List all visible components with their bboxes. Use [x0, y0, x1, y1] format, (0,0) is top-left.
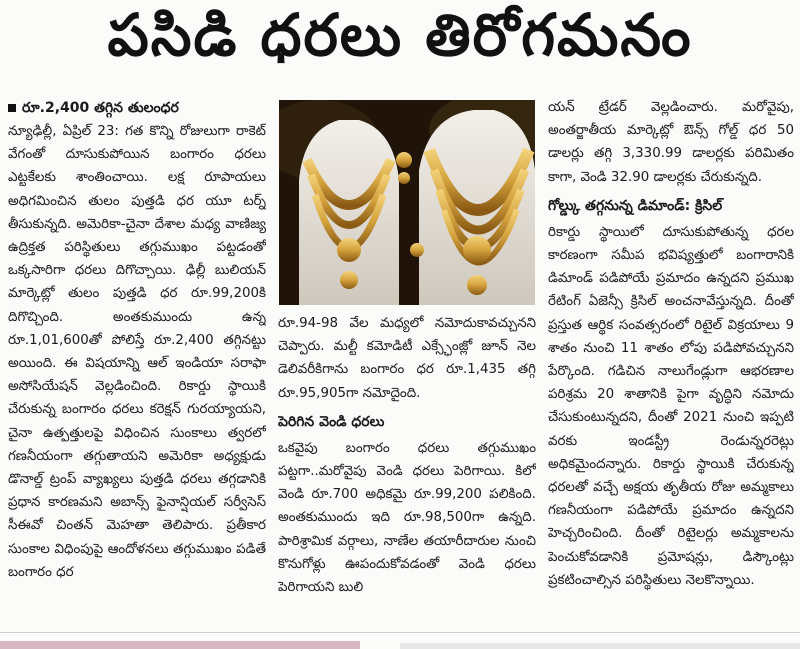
- gold-jewellery-photo: [279, 100, 535, 305]
- article-paragraph: యన్ ట్రేడర్ వెల్లడించారు. మరోవైపు, అంతర్జాతీయ మార్కెట్లో ఔన్స్ గోల్డ్ ధర 50 డాలర్లు తగ్గి 3,330.99 డాలర్లకు పరిమితం కాగా, వెండి 32.90 డాలర్లకు చేరుకున్నది.: [548, 100, 794, 185]
- subhead-text: రూ.2,400 తగ్గిన తులంధర: [22, 100, 179, 116]
- headline: పసిడి ధరలు తిరోగమనం: [107, 0, 693, 69]
- next-article-strip: [400, 643, 800, 649]
- subhead-silver-price: పెరిగిన వెండి ధరలు: [278, 413, 385, 430]
- bullet-icon: [8, 104, 16, 112]
- subhead-gold-demand: గోల్డ్కు తగ్గనున్న డిమాండ్: క్రిసిల్: [548, 197, 723, 214]
- bottom-divider: [0, 632, 800, 633]
- article-paragraph: ఒకవైపు బంగారం ధరలు తగ్గుముఖం పట్టగా..మరోవైపు వెండి ధరలు పెరిగాయి. కిలో వెండి రూ.700 అధికమై రూ.99,200 పలికింది. అంతకుముందు ఇది రూ.98,500గా ఉన్నది. పారిశ్రామిక వర్గాలు, నాణేల తయారీదారుల నుంచి కొనుగోళ్లు ఊపందుకోవడంతో వెండి ధరలు పెరిగాయని బులి: [278, 440, 536, 596]
- article-paragraph: రికార్డు స్థాయిలో దూసుకుపోతున్న ధరల కారణంగా సమీప భవిష్యత్తులో బంగారానికి డిమాండ్ పడిపోయే ప్రమాదం ఉన్నదని ప్రముఖ రేటింగ్ ఏజెన్సీ క్రిసిల్ అంచనావేస్తున్నది. దీంతో ప్రస్తుత ఆర్థిక సంవత్సరంలో రిటైల్ విక్రయాలు 9 శాతం నుంచి 11 శాతం లోపు పడిపోవచ్చునని పేర్కొంది. గడిచిన నాలుగేండ్లుగా ఆభరణాల పరిశ్రమ 20 శాతానికి పైగా వృద్ధిని నమోదు చేసుకుంటున్నదని, దీంతో 2021 నుంచి ఇప్పటి వరకు ఇండస్ట్రీ రెండున్నరరెట్లు అధికమైందన్నారు. రికార్డు స్థాయికి చేరుకున్న ధరలతో వచ్చే అక్షయ తృతీయ రోజు అమ్మకాలు గణనీయంగా పడిపోయే ప్రమాదం ఉన్నదని హెచ్చరించింది. దీంతో రిటైలర్లు అమ్మకాలను పెంచుకోవడానికి ప్రమోషన్లు, డిస్కౌంట్లు ప్రకటించాల్సిన పరిస్థితులు నెలకొన్నాయి.: [548, 224, 794, 588]
- article-column-1: [8, 96, 266, 624]
- next-article-strip: [0, 641, 360, 649]
- article-paragraph: న్యూఢిల్లీ, ఏప్రిల్ 23: గత కొన్ని రోజులుగా రాకెట్ వేగంతో దూసుకుపోయిన బంగారం ధరలు ఎట్టకేలకు శాంతించాయి. లక్ష రూపాయలు అధిగమించిన తులం పుత్తడి ధర యూ టర్న్ తీసుకున్నది. అమెరికా-చైనా దేశాల మధ్య వాణిజ్య ఉద్రిక్తత పరిస్థితులు తగ్గుముఖం పట్టడంతో ఒక్కసారిగా ధరలు దిగొచ్చాయి. ఢిల్లీ బులియన్ మార్కెట్లో తులం పుత్తడి ధర రూ.99,200కి దిగొచ్చింది. అంతకుముందు ఉన్న రూ.1,01,600తో పోలిస్తే రూ.2,400 తగ్గినట్టు అయింది. ఈ విషయాన్ని ఆల్ ఇండియా సరాఫా అసోసియేషన్ వెల్లడించింది. రికార్డు స్థాయికి చేరుకున్న బంగారం ధరలు కరెక్షన్ గురయ్యాయని, చైనా ఉత్పత్తులపై విధించిన సుంకాలు త్వరలో గణనీయంగా తగ్గుతాయని అమెరికా అధ్యక్షుడు డొనాల్డ్ ట్రంప్ వ్యాఖ్యలు పుత్తడి ధరలు తగ్గడానికి ప్రధాన కారణమని అబాన్స్ ఫైనాన్షియల్ సర్వీసెస్ సీఈవో చింతన్ మెహతా తెలిపారు. ప్రతీకార సుంకాల విధింపుపై ఆందోళనలు తగ్గుముఖం పడితే బంగారం ధర: [8, 124, 266, 580]
- article-paragraph: రూ.94-98 వేల మధ్యలో నమోదుకావచ్చునని చెప్పారు. మల్టీ కమోడిటీ ఎక్స్ఛేంజ్లో జూన్ నెల డెలివరీకిగాను బంగారం ధర రూ.1,435 తగ్గి రూ.95,905గా నమోదైంది.: [278, 316, 536, 401]
- subhead-gold-price: [8, 96, 266, 120]
- gold-necklace-icon: [279, 100, 535, 305]
- article-column-3: [548, 96, 794, 624]
- article-column-2: [278, 312, 536, 624]
